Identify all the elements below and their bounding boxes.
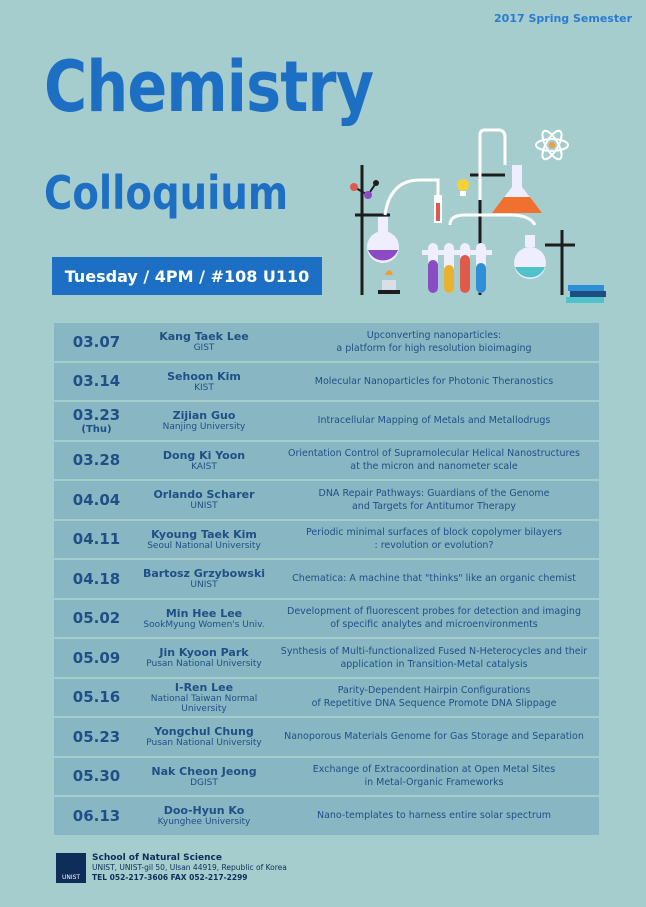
topic-line: Development of fluorescent probes for detection and imaging — [287, 606, 581, 618]
talk-topic — [269, 684, 599, 710]
schedule-banner: Tuesday / 4PM / #108 U110 — [52, 257, 322, 295]
topic-line: Intracellular Mapping of Metals and Metallodrugs — [317, 415, 551, 427]
speaker — [139, 607, 269, 630]
schedule-row — [54, 639, 599, 677]
topic-line: Orientation Control of Supramolecular Helical Nanostructures — [288, 448, 580, 460]
topic-line: Nano-templates to harness entire solar spectrum — [316, 810, 552, 822]
talk-topic — [269, 730, 599, 743]
molecule-icon — [350, 180, 379, 199]
speaker-name: Zijian Guo — [172, 409, 236, 423]
topic-line: at the micron and nanometer scale — [350, 461, 518, 473]
talk-date: 05.30 — [72, 767, 121, 786]
speaker — [139, 488, 269, 511]
speaker-affiliation: KIST — [194, 382, 214, 393]
schedule-row — [54, 758, 599, 796]
semester-label: 2017 Spring Semester — [494, 12, 632, 25]
talk-topic — [269, 645, 599, 671]
speaker-name: Sehoon Kim — [167, 369, 241, 383]
talk-date: 06.13 — [72, 806, 121, 825]
speaker-affiliation: UNIST — [190, 580, 218, 591]
speaker-affiliation: GIST — [193, 343, 215, 354]
colloquium-schedule — [54, 323, 599, 837]
topic-line: Upconverting nanoparticles: — [366, 329, 502, 341]
speaker — [139, 765, 269, 788]
speaker — [139, 567, 269, 590]
talk-topic — [269, 375, 599, 388]
speaker — [139, 370, 269, 393]
topic-line: Periodic minimal surfaces of block copolymer bilayers — [306, 527, 562, 539]
talk-topic — [269, 414, 599, 427]
unist-logo: UNIST — [56, 853, 86, 883]
talk-day-note: (Thu) — [81, 424, 112, 436]
atom-icon — [536, 128, 568, 162]
topic-line: Chematica: A machine that "thinks" like an organic chemist — [292, 573, 576, 585]
school-name: School of Natural Science — [92, 853, 222, 863]
speaker-affiliation: Seoul National University — [147, 540, 261, 551]
topic-line: a platform for high resolution bioimaging — [336, 342, 532, 354]
talk-date: 05.23 — [72, 727, 121, 746]
topic-line: Synthesis of Multi-functionalized Fused N-Heterocycles and their — [280, 645, 588, 657]
erlenmeyer-flask-icon — [492, 165, 542, 213]
talk-date: 05.09 — [72, 648, 121, 667]
talk-date: 04.11 — [72, 530, 121, 549]
speaker-affiliation: SookMyung Women's Univ. — [143, 619, 265, 630]
speaker-name: Kang Taek Lee — [159, 330, 249, 344]
topic-line: and Targets for Antitumor Therapy — [351, 500, 516, 512]
speaker-name: Bartosz Grzybowski — [142, 567, 266, 581]
talk-date: 04.18 — [72, 569, 121, 588]
test-tube-rack-icon — [422, 243, 492, 293]
speaker — [139, 681, 269, 714]
schedule-row — [54, 481, 599, 519]
talk-topic — [269, 572, 599, 585]
teal-flask-icon — [514, 235, 546, 279]
lab-equipment-illustration — [330, 125, 610, 310]
topic-line: Nanoporous Materials Genome for Gas Storage and Separation — [284, 731, 584, 743]
speaker-name: Orlando Scharer — [153, 488, 255, 502]
talk-date: 03.07 — [72, 332, 121, 351]
schedule-row — [54, 797, 599, 835]
topic-line: in Metal-Organic Frameworks — [364, 777, 504, 789]
schedule-row — [54, 402, 599, 440]
footer — [56, 853, 287, 883]
schedule-row — [54, 600, 599, 638]
books-icon — [566, 285, 606, 303]
talk-topic — [269, 763, 599, 789]
schedule-row — [54, 363, 599, 401]
speaker-affiliation: National Taiwan Normal University — [150, 693, 258, 714]
talk-topic — [269, 809, 599, 822]
speaker-affiliation: Pusan National University — [146, 738, 262, 749]
speaker-affiliation: Kyunghee University — [157, 817, 251, 828]
topic-line: Exchange of Extracoordination at Open Metal Sites — [312, 764, 556, 776]
talk-date: 03.14 — [72, 372, 121, 391]
topic-line: Molecular Nanoparticles for Photonic Theranostics — [314, 375, 554, 387]
speaker — [139, 409, 269, 432]
school-contact: TEL 052-217-3606 FAX 052-217-2299 — [92, 873, 248, 882]
speaker-affiliation: UNIST — [190, 501, 218, 512]
talk-topic — [269, 526, 599, 552]
round-flask-icon — [367, 217, 399, 263]
talk-topic — [269, 447, 599, 473]
burner-icon — [378, 270, 400, 294]
topic-line: of specific analytes and microenvironments — [330, 619, 538, 631]
topic-line: Parity-Dependent Hairpin Configurations — [337, 685, 531, 697]
talk-date: 04.04 — [72, 490, 121, 509]
talk-topic — [269, 329, 599, 355]
schedule-row — [54, 521, 599, 559]
speaker-affiliation: Pusan National University — [146, 659, 262, 670]
talk-topic — [269, 605, 599, 631]
speaker-name: I-Ren Lee — [174, 680, 234, 694]
speaker-affiliation: DGIST — [190, 777, 218, 788]
speaker-affiliation: Nanjing University — [162, 422, 246, 433]
topic-line: : revolution or evolution? — [374, 540, 494, 552]
page-subtitle: Colloquium — [44, 166, 289, 220]
talk-topic — [269, 487, 599, 513]
speaker — [139, 449, 269, 472]
talk-date: 03.23 (Thu) — [54, 406, 139, 435]
page-title: Chemistry — [44, 46, 374, 128]
speaker-name: Dong Ki Yoon — [162, 448, 246, 462]
school-address: UNIST, UNIST-gil 50, Ulsan 44919, Republic of Korea — [92, 863, 287, 872]
speaker-name: Nak Cheon Jeong — [151, 764, 257, 778]
schedule-row — [54, 679, 599, 717]
speaker-name: Min Hee Lee — [165, 606, 243, 620]
topic-line: of Repetitive DNA Sequence Promote DNA Slippage — [311, 698, 557, 710]
schedule-row — [54, 718, 599, 756]
speaker-name: Yongchul Chung — [154, 725, 254, 739]
speaker — [139, 330, 269, 353]
speaker-affiliation: KAIST — [191, 461, 217, 472]
talk-date: 03.28 — [72, 451, 121, 470]
topic-line: application in Transition-Metal catalysis — [340, 658, 528, 670]
speaker-name: Doo-Hyun Ko — [163, 804, 245, 818]
speaker — [139, 528, 269, 551]
schedule-row — [54, 442, 599, 480]
speaker-name: Kyoung Taek Kim — [151, 527, 257, 541]
topic-line: DNA Repair Pathways: Guardians of the Genome — [318, 487, 550, 499]
talk-date: 05.16 — [72, 688, 121, 707]
speaker — [139, 725, 269, 748]
lightbulb-icon — [457, 179, 469, 196]
speaker — [139, 804, 269, 827]
schedule-row — [54, 560, 599, 598]
speaker-name: Jin Kyoon Park — [159, 646, 249, 660]
talk-date: 05.02 — [72, 609, 121, 628]
schedule-row — [54, 323, 599, 361]
speaker — [139, 646, 269, 669]
